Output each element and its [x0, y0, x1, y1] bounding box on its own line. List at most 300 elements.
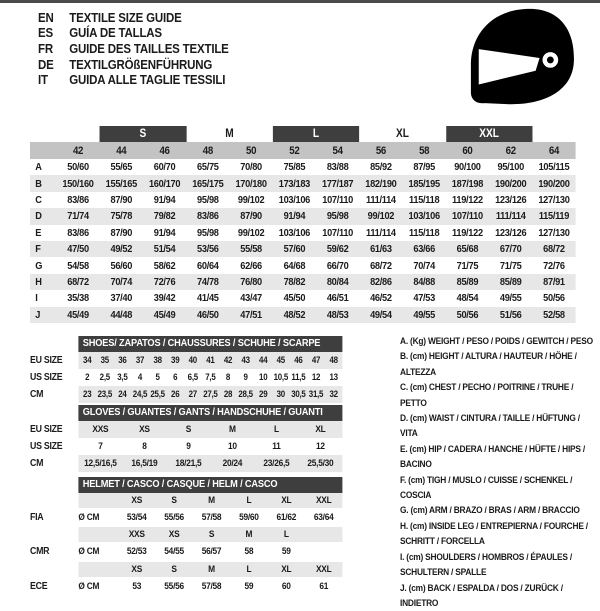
table-cell: 56/57 [193, 546, 230, 557]
table-cell: DE [38, 58, 69, 72]
table-cell: 62/66 [229, 260, 272, 272]
table-cell: 43/47 [229, 292, 272, 304]
table-cell: 87/95 [403, 161, 446, 173]
table-cell: TEXTILGRÖßENFÜHRUNG [69, 58, 314, 72]
table-cell: 119/122 [446, 194, 489, 206]
table-cell: 91/94 [143, 227, 186, 239]
table-cell: 49/55 [403, 309, 446, 321]
table-cell: XXS [78, 424, 122, 435]
table-cell: L [230, 495, 267, 506]
language-header [38, 10, 314, 88]
table-cell: 57/58 [193, 512, 230, 523]
table-row [30, 175, 576, 191]
table-cell: 63/66 [403, 243, 446, 255]
table-cell: H [30, 276, 56, 288]
table-cell: 30 [272, 389, 290, 399]
table-cell: 42 [219, 355, 237, 365]
table-cell: 40 [184, 355, 202, 365]
table-cell: GUIDA ALLE TAGLIE TESSILI [69, 73, 314, 87]
table-cell: 90/100 [446, 161, 489, 173]
table-cell: S [155, 495, 192, 506]
table-row [30, 386, 342, 403]
table-cell: 115/118 [403, 227, 446, 239]
table-cell: 3,5 [114, 372, 132, 382]
table-cell: 61/63 [359, 243, 402, 255]
table-cell: 55/58 [229, 243, 272, 255]
table-cell: 173/183 [273, 178, 316, 190]
table-cell: ES [38, 26, 69, 40]
table-cell: 59/60 [230, 512, 267, 523]
table-cell: 5 [149, 372, 167, 382]
table-cell: 59 [230, 581, 267, 592]
table-cell: 50/56 [446, 309, 489, 321]
legend-item: I. (cm) SHOULDERS / HOMBROS / ÉPAULES / SCHULTERN / SPALLE [400, 550, 599, 581]
table-cell: 35/38 [56, 292, 99, 304]
table-cell: 91/94 [273, 210, 316, 222]
table-cell: 57/60 [273, 243, 316, 255]
legend-item: C. (cm) CHEST / PECHO / POITRINE / TRUHE / PETTO [400, 380, 599, 411]
table-cell: 99/102 [229, 194, 272, 206]
table-cell: 45/49 [56, 309, 99, 321]
table-row [38, 72, 314, 88]
table-cell: XXS [118, 529, 155, 540]
table-cell: M [210, 424, 254, 435]
table-cell: 54/55 [155, 546, 192, 557]
table-cell: 11 [254, 441, 298, 452]
table-cell: 44 [254, 355, 272, 365]
table-cell: L [254, 424, 298, 435]
table-cell: 80/84 [316, 276, 359, 288]
table-cell: 51/56 [489, 309, 532, 321]
table-cell: 65/68 [446, 243, 489, 255]
table-cell: L [230, 564, 267, 575]
table-cell: 36 [114, 355, 132, 365]
table-cell: XS [122, 424, 166, 435]
table-cell: 66/70 [316, 260, 359, 272]
table-cell: 60 [268, 581, 305, 592]
table-cell: L [273, 126, 360, 142]
table-cell: 72/76 [143, 276, 186, 288]
table-cell: 12 [307, 372, 325, 382]
table-cell: 29 [254, 389, 272, 399]
table-cell: 70/80 [229, 161, 272, 173]
table-cell: 27,5 [202, 389, 220, 399]
table-cell: J [30, 309, 56, 321]
table-cell: 47/50 [56, 243, 99, 255]
table-cell: 10 [254, 372, 272, 382]
measurement-legend [400, 334, 599, 611]
table-cell: GUÍA DE TALLAS [69, 26, 314, 40]
table-cell: 107/110 [316, 227, 359, 239]
table-row [30, 455, 342, 472]
table-row [30, 352, 342, 369]
table-cell: 32 [325, 389, 343, 399]
table-cell: 83/86 [56, 194, 99, 206]
table-cell: 44 [100, 145, 143, 157]
table-cell: FR [38, 42, 69, 56]
table-row [30, 508, 342, 528]
table-cell: 95/100 [489, 161, 532, 173]
table-cell: EU SIZE [30, 355, 78, 366]
table-cell: 111/114 [359, 227, 402, 239]
table-cell: 46/52 [359, 292, 402, 304]
table-cell: 49/54 [359, 309, 402, 321]
table-cell: 190/200 [532, 178, 575, 190]
table-cell: 35 [96, 355, 114, 365]
table-cell: 76/80 [229, 276, 272, 288]
table-cell: 60 [446, 145, 489, 157]
table-cell: 45/50 [273, 292, 316, 304]
table-cell: CM [30, 389, 78, 400]
table-cell: 56 [359, 145, 402, 157]
table-cell: 71/75 [489, 260, 532, 272]
table-cell: XXL [305, 495, 342, 506]
table-row [30, 257, 576, 273]
table-cell: 155/165 [100, 178, 143, 190]
table-cell: US SIZE [30, 441, 78, 452]
table-cell: XL [298, 424, 342, 435]
table-cell: CM [30, 458, 78, 469]
table-cell: 48 [325, 355, 343, 365]
table-cell: 71/75 [446, 260, 489, 272]
table-cell: 103/106 [273, 194, 316, 206]
table-cell: 24 [114, 389, 132, 399]
table-cell: 42 [56, 145, 99, 157]
table-cell: Ø CM [78, 581, 118, 592]
table-cell: 9 [166, 441, 210, 452]
table-cell: XL [359, 126, 446, 142]
table-cell: XXL [446, 126, 533, 142]
table-row [30, 421, 342, 438]
table-cell: 87/90 [100, 227, 143, 239]
table-cell: 39/42 [143, 292, 186, 304]
table-cell: 58 [230, 546, 267, 557]
shoes-table-title: SHOES/ ZAPATOS / CHAUSSURES / SCHUHE / SCARPE [78, 336, 342, 352]
table-cell: 49/52 [100, 243, 143, 255]
table-cell: 23/26,5 [254, 458, 298, 469]
table-cell: XS [118, 564, 155, 575]
table-cell: 65/75 [186, 161, 229, 173]
table-cell: 24,5 [131, 389, 149, 399]
table-row [30, 577, 342, 597]
table-cell: 182/190 [359, 178, 402, 190]
table-cell: M [193, 495, 230, 506]
table-cell: 16,5/19 [122, 458, 166, 469]
table-cell: M [230, 529, 267, 540]
table-cell: 78/82 [273, 276, 316, 288]
table-cell: 53/56 [186, 243, 229, 255]
table-cell: 48/54 [446, 292, 489, 304]
table-cell: 75/78 [100, 210, 143, 222]
helmet-rows [30, 493, 342, 597]
table-cell: 25,5/30 [298, 458, 342, 469]
table-cell: I [30, 292, 56, 304]
table-cell: 64 [532, 145, 575, 157]
top-border [0, 0, 600, 3]
table-cell: 6,5 [184, 372, 202, 382]
table-row [38, 26, 314, 42]
table-cell: 57/58 [193, 581, 230, 592]
table-cell: 48 [186, 145, 229, 157]
table-cell: 85/92 [359, 161, 402, 173]
gloves-table-title: GLOVES / GUANTES / GANTS / HANDSCHUHE / GUANTI [78, 405, 342, 421]
table-row [30, 493, 342, 508]
table-cell: 83/86 [56, 227, 99, 239]
textile-size-table [30, 126, 576, 323]
table-cell: Ø CM [78, 546, 118, 557]
table-cell: TEXTILE SIZE GUIDE [69, 11, 314, 25]
table-cell: FIA [30, 512, 78, 523]
table-cell: 59 [268, 546, 305, 557]
table-cell: 9 [237, 372, 255, 382]
size-group-header [30, 126, 576, 142]
table-cell: 59/62 [316, 243, 359, 255]
table-cell: 50 [229, 145, 272, 157]
table-cell: 103/106 [273, 227, 316, 239]
table-cell: 87/90 [100, 194, 143, 206]
table-cell: XXL [305, 564, 342, 575]
table-cell: 58 [403, 145, 446, 157]
table-cell: XS [155, 529, 192, 540]
table-cell: 2,5 [96, 372, 114, 382]
table-cell: 60/64 [186, 260, 229, 272]
table-cell: EU SIZE [30, 424, 78, 435]
table-cell: 68/72 [359, 260, 402, 272]
table-cell: M [193, 564, 230, 575]
table-cell: 111/114 [489, 210, 532, 222]
table-cell: 23,5 [96, 389, 114, 399]
table-cell: 150/160 [56, 178, 99, 190]
table-cell: 99/102 [229, 227, 272, 239]
table-cell: S [155, 564, 192, 575]
table-cell: 47/53 [403, 292, 446, 304]
table-cell: 18/21,5 [166, 458, 210, 469]
table-cell: 7 [78, 441, 122, 452]
table-cell: 43 [237, 355, 255, 365]
table-row [30, 527, 342, 542]
table-row [30, 208, 576, 224]
table-cell: Ø CM [78, 512, 118, 523]
table-cell: M [186, 126, 273, 142]
table-cell: 48/53 [316, 309, 359, 321]
table-cell: 28 [219, 389, 237, 399]
table-row [30, 241, 576, 257]
table-cell: 127/130 [532, 194, 575, 206]
table-cell: 87/91 [532, 276, 575, 288]
table-cell: 115/119 [532, 210, 575, 222]
table-cell: 58/62 [143, 260, 186, 272]
table-cell: 67/70 [489, 243, 532, 255]
table-row [30, 562, 342, 577]
table-cell: 185/195 [403, 178, 446, 190]
table-row [30, 159, 576, 175]
table-row [30, 438, 342, 455]
table-cell: 2 [78, 372, 96, 382]
table-cell: 99/102 [359, 210, 402, 222]
table-cell: 25,5 [149, 389, 167, 399]
table-cell: 46 [143, 145, 186, 157]
table-cell: 45 [272, 355, 290, 365]
table-cell: 30,5 [290, 389, 308, 399]
table-cell: 55/65 [100, 161, 143, 173]
table-cell: 107/110 [316, 194, 359, 206]
legend-item: J. (cm) BACK / ESPALDA / DOS / ZURÜCK / INDIETRO [400, 581, 599, 611]
table-cell: 46/51 [316, 292, 359, 304]
table-cell: 23 [78, 389, 96, 399]
table-cell: 7,5 [202, 372, 220, 382]
table-cell: 55/56 [155, 581, 192, 592]
table-cell: 54/58 [56, 260, 99, 272]
table-cell: 123/126 [489, 227, 532, 239]
table-cell: 37 [131, 355, 149, 365]
table-cell: IT [38, 73, 69, 87]
table-cell: 75/85 [273, 161, 316, 173]
table-cell: 49/55 [489, 292, 532, 304]
table-cell: 44/48 [100, 309, 143, 321]
table-row [30, 142, 576, 159]
table-cell: 47/51 [229, 309, 272, 321]
table-cell: 165/175 [186, 178, 229, 190]
table-cell: 45/49 [143, 309, 186, 321]
table-cell: 4 [131, 372, 149, 382]
table-cell: 27 [184, 389, 202, 399]
table-cell: 95/98 [186, 194, 229, 206]
table-cell: 52/58 [532, 309, 575, 321]
table-cell: 68/72 [56, 276, 99, 288]
table-cell: US SIZE [30, 372, 78, 383]
table-row [30, 126, 576, 142]
table-cell: S [100, 126, 187, 142]
table-cell: 41 [202, 355, 220, 365]
table-cell: 79/82 [143, 210, 186, 222]
shoes-table [30, 336, 342, 403]
table-cell: 46/50 [186, 309, 229, 321]
table-row [30, 542, 342, 562]
table-cell: 119/122 [446, 227, 489, 239]
table-cell: 6 [166, 372, 184, 382]
table-cell: XL [268, 564, 305, 575]
table-row [30, 290, 576, 306]
table-cell: 28,5 [237, 389, 255, 399]
table-cell: 61/62 [268, 512, 305, 523]
table-cell: 54 [316, 145, 359, 157]
table-cell: G [30, 260, 56, 272]
table-cell: L [268, 529, 305, 540]
table-cell: 50/56 [532, 292, 575, 304]
gloves-rows [30, 421, 342, 472]
table-cell: 115/118 [403, 194, 446, 206]
table-cell: 26 [166, 389, 184, 399]
table-cell: 103/106 [403, 210, 446, 222]
table-cell: 61 [305, 581, 342, 592]
table-cell: F [30, 243, 56, 255]
table-cell: 46 [290, 355, 308, 365]
table-cell: 37/40 [100, 292, 143, 304]
table-cell: 85/89 [489, 276, 532, 288]
table-cell: 38 [149, 355, 167, 365]
table-cell: 13 [325, 372, 343, 382]
table-row [30, 274, 576, 290]
table-cell: 50/60 [56, 161, 99, 173]
table-cell: 74/78 [186, 276, 229, 288]
table-cell: 8 [219, 372, 237, 382]
table-cell: 85/89 [446, 276, 489, 288]
textile-size-rows [30, 142, 576, 323]
table-row [30, 369, 342, 386]
table-cell: 70/74 [403, 260, 446, 272]
table-cell: 12 [298, 441, 342, 452]
legend-item: D. (cm) WAIST / CINTURA / TAILLE / HÜFTUNG / VITA [400, 411, 599, 442]
table-cell: 53 [118, 581, 155, 592]
helmet-icon [452, 4, 582, 107]
table-cell: 63/64 [305, 512, 342, 523]
gloves-table [30, 405, 342, 472]
table-cell: 105/115 [532, 161, 575, 173]
table-cell: 53/54 [118, 512, 155, 523]
table-cell: A [30, 161, 56, 173]
table-cell: B [30, 178, 56, 190]
table-row [30, 225, 576, 241]
shoes-rows [30, 352, 342, 403]
table-cell: 72/76 [532, 260, 575, 272]
table-cell: 83/86 [186, 210, 229, 222]
legend-item: E. (cm) HIP / CADERA / HANCHE / HÜFTE / HIPS / BACINO [400, 442, 599, 473]
table-cell: D [30, 210, 56, 222]
legend-item: H. (cm) INSIDE LEG / ENTREPIERNA / FOURCHE / SCHRITT / FORCELLA [400, 519, 599, 550]
table-cell: 51/54 [143, 243, 186, 255]
table-cell: 41/45 [186, 292, 229, 304]
table-cell: 55/56 [155, 512, 192, 523]
table-cell: 70/74 [100, 276, 143, 288]
table-cell: 8 [122, 441, 166, 452]
table-cell: 48/52 [273, 309, 316, 321]
table-cell: 68/72 [532, 243, 575, 255]
table-cell: 123/126 [489, 194, 532, 206]
table-cell: 95/98 [316, 210, 359, 222]
table-cell: ECE [30, 581, 78, 592]
table-cell: 87/90 [229, 210, 272, 222]
table-cell: 95/98 [186, 227, 229, 239]
table-row [38, 41, 314, 57]
table-cell: 10,5 [272, 372, 290, 382]
table-cell: XL [268, 495, 305, 506]
table-cell: 60/70 [143, 161, 186, 173]
table-cell: 160/170 [143, 178, 186, 190]
table-cell: 64/68 [273, 260, 316, 272]
table-cell: 52 [273, 145, 316, 157]
legend-item: G. (cm) ARM / BRAZO / BRAS / ARM / BRACCIO [400, 503, 599, 518]
table-cell: 84/88 [403, 276, 446, 288]
table-cell: 91/94 [143, 194, 186, 206]
table-row [38, 10, 314, 26]
table-cell: 12,5/16,5 [78, 458, 122, 469]
table-cell: 111/114 [359, 194, 402, 206]
table-cell: E [30, 227, 56, 239]
table-cell: S [193, 529, 230, 540]
table-row [30, 307, 576, 323]
table-cell: EN [38, 11, 69, 25]
table-cell: S [166, 424, 210, 435]
table-cell: CMR [30, 546, 78, 557]
table-cell: 10 [210, 441, 254, 452]
table-cell: C [30, 194, 56, 206]
table-cell: 187/198 [446, 178, 489, 190]
table-cell: 34 [78, 355, 96, 365]
legend-item: B. (cm) HEIGHT / ALTURA / HAUTEUR / HÖHE / ALTEZZA [400, 349, 599, 380]
table-cell: 47 [307, 355, 325, 365]
table-cell: 62 [489, 145, 532, 157]
legend-item: F. (cm) TIGH / MUSLO / CUISSE / SCHENKEL / COSCIA [400, 473, 599, 504]
